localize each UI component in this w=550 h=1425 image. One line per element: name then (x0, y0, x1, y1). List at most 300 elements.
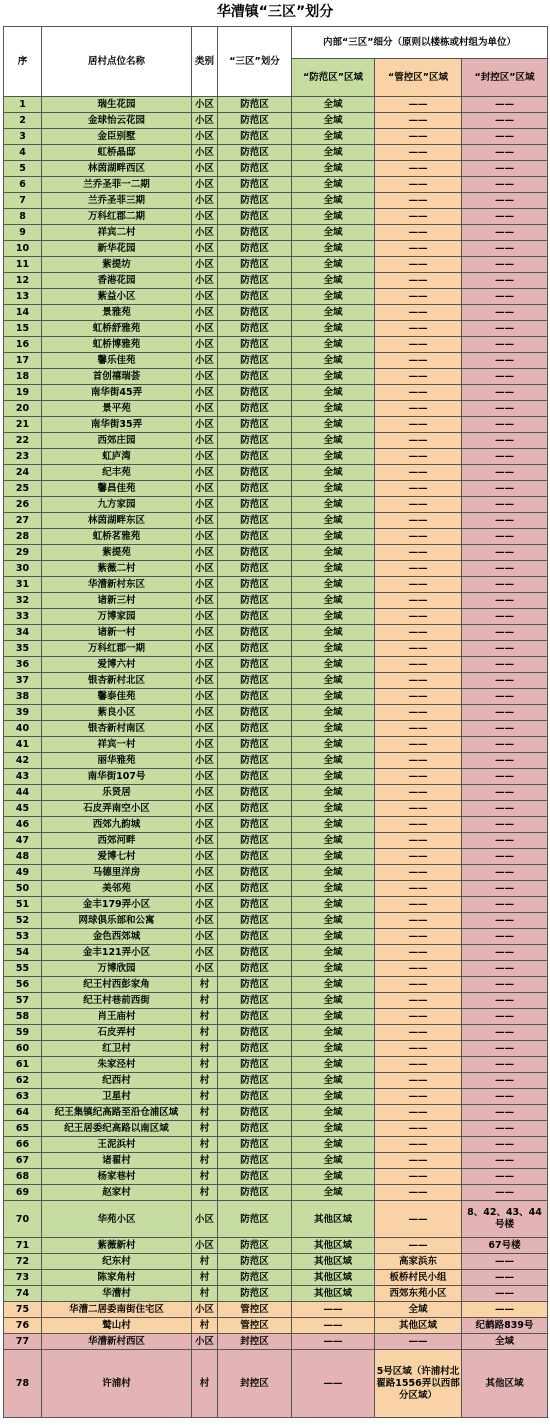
cell-control: —— (375, 577, 462, 593)
cell-zone: 防范区 (218, 1238, 292, 1254)
cell-type: 小区 (192, 129, 218, 145)
cell-seq: 40 (4, 721, 42, 737)
table-row (4, 849, 548, 865)
cell-control: —— (375, 401, 462, 417)
cell-control: —— (375, 817, 462, 833)
cell-name: 万博欣园 (42, 961, 192, 977)
cell-control: —— (375, 369, 462, 385)
cell-prevent: 全域 (292, 337, 375, 353)
cell-prevent: 全域 (292, 849, 375, 865)
cell-control: 全域 (375, 1302, 462, 1318)
cell-prevent: 全域 (292, 1105, 375, 1121)
cell-type: 小区 (192, 609, 218, 625)
cell-control: —— (375, 849, 462, 865)
cell-seal: —— (462, 913, 548, 929)
cell-control: —— (375, 289, 462, 305)
cell-name: 纪王集镇纪高路至沿仓浦区域 (42, 1105, 192, 1121)
table-row (4, 305, 548, 321)
cell-type: 村 (192, 1089, 218, 1105)
table-row (4, 1185, 548, 1201)
cell-name: 虹桥舒雅苑 (42, 321, 192, 337)
cell-type: 小区 (192, 737, 218, 753)
cell-name: 首创禧瑞荟 (42, 369, 192, 385)
cell-name: 纪王居委纪高路以南区域 (42, 1121, 192, 1137)
table-row (4, 177, 548, 193)
table-row (4, 289, 548, 305)
cell-name: 石皮弄村 (42, 1025, 192, 1041)
cell-seal: 纪鹤路839号 (462, 1318, 548, 1334)
table-row (4, 705, 548, 721)
cell-control: —— (375, 1334, 462, 1350)
cell-name: 景平苑 (42, 401, 192, 417)
cell-name: 九方家园 (42, 497, 192, 513)
cell-name: 纪西村 (42, 1073, 192, 1089)
cell-prevent: 全域 (292, 145, 375, 161)
cell-seal: —— (462, 545, 548, 561)
cell-type: 小区 (192, 305, 218, 321)
cell-name: 纪东村 (42, 1254, 192, 1270)
table-row (4, 913, 548, 929)
table-row (4, 433, 548, 449)
cell-control: —— (375, 257, 462, 273)
cell-name: 林茵湖畔东区 (42, 513, 192, 529)
cell-seal: —— (462, 769, 548, 785)
cell-seq: 8 (4, 209, 42, 225)
cell-name: 网球俱乐部和公寓 (42, 913, 192, 929)
cell-control: 西郊东苑小区 (375, 1286, 462, 1302)
cell-zone: 防范区 (218, 449, 292, 465)
cell-zone: 防范区 (218, 113, 292, 129)
cell-seal: —— (462, 113, 548, 129)
table-row (4, 1286, 548, 1302)
cell-seal: —— (462, 1009, 548, 1025)
cell-seal: —— (462, 289, 548, 305)
cell-control: —— (375, 1041, 462, 1057)
cell-zone: 防范区 (218, 401, 292, 417)
cell-control: —— (375, 225, 462, 241)
cell-seal: —— (462, 865, 548, 881)
cell-zone: 管控区 (218, 1318, 292, 1334)
cell-control: —— (375, 785, 462, 801)
cell-seq: 25 (4, 481, 42, 497)
cell-zone: 防范区 (218, 481, 292, 497)
cell-prevent: 全域 (292, 689, 375, 705)
cell-control: —— (375, 497, 462, 513)
cell-name: 石皮弄南空小区 (42, 801, 192, 817)
cell-seq: 45 (4, 801, 42, 817)
cell-seq: 17 (4, 353, 42, 369)
cell-seq: 62 (4, 1073, 42, 1089)
table-row (4, 1238, 548, 1254)
cell-seq: 2 (4, 113, 42, 129)
cell-type: 小区 (192, 97, 218, 113)
cell-type: 小区 (192, 209, 218, 225)
cell-seq: 52 (4, 913, 42, 929)
table-row (4, 337, 548, 353)
cell-zone: 防范区 (218, 209, 292, 225)
table-row (4, 1137, 548, 1153)
cell-seq: 7 (4, 193, 42, 209)
cell-seq: 51 (4, 897, 42, 913)
cell-type: 村 (192, 1286, 218, 1302)
cell-type: 村 (192, 1025, 218, 1041)
cell-name: 馨昌佳苑 (42, 481, 192, 497)
cell-control: —— (375, 897, 462, 913)
cell-name: 金丰121弄小区 (42, 945, 192, 961)
cell-prevent: 全域 (292, 801, 375, 817)
cell-prevent: 全域 (292, 481, 375, 497)
cell-type: 小区 (192, 929, 218, 945)
cell-prevent: 全域 (292, 97, 375, 113)
cell-type: 小区 (192, 897, 218, 913)
cell-type: 小区 (192, 945, 218, 961)
cell-control: 5号区域（许浦村北翟路1556弄以西部分区域） (375, 1350, 462, 1418)
cell-name: 马德里洋房 (42, 865, 192, 881)
cell-control: —— (375, 193, 462, 209)
cell-seq: 48 (4, 849, 42, 865)
cell-zone: 防范区 (218, 145, 292, 161)
table-row (4, 1073, 548, 1089)
table-row (4, 689, 548, 705)
cell-name: 紫益小区 (42, 289, 192, 305)
cell-seal: —— (462, 721, 548, 737)
cell-seq: 22 (4, 433, 42, 449)
cell-type: 村 (192, 1254, 218, 1270)
table-row (4, 1254, 548, 1270)
cell-prevent: 全域 (292, 561, 375, 577)
cell-name: 华漕新村东区 (42, 577, 192, 593)
cell-prevent: 全域 (292, 113, 375, 129)
cell-seq: 18 (4, 369, 42, 385)
cell-control: —— (375, 1057, 462, 1073)
cell-name: 红卫村 (42, 1041, 192, 1057)
cell-type: 小区 (192, 481, 218, 497)
cell-seal: —— (462, 449, 548, 465)
cell-prevent: 全域 (292, 417, 375, 433)
cell-name: 万科红郡一期 (42, 641, 192, 657)
cell-seal: —— (462, 705, 548, 721)
cell-control: —— (375, 1009, 462, 1025)
cell-prevent: 全域 (292, 593, 375, 609)
cell-name: 南华街107号 (42, 769, 192, 785)
cell-prevent: 全域 (292, 177, 375, 193)
cell-zone: 管控区 (218, 1302, 292, 1318)
table-body (4, 97, 548, 1418)
cell-type: 小区 (192, 273, 218, 289)
cell-type: 小区 (192, 625, 218, 641)
cell-control: —— (375, 449, 462, 465)
cell-control: 高家浜东 (375, 1254, 462, 1270)
cell-name: 紫薇二村 (42, 561, 192, 577)
cell-seal: —— (462, 337, 548, 353)
cell-zone: 防范区 (218, 993, 292, 1009)
table-row (4, 577, 548, 593)
table-row (4, 545, 548, 561)
cell-control: —— (375, 625, 462, 641)
cell-seal: —— (462, 353, 548, 369)
cell-name: 金丰179弄小区 (42, 897, 192, 913)
cell-seal: —— (462, 385, 548, 401)
cell-type: 小区 (192, 193, 218, 209)
table-row (4, 161, 548, 177)
cell-seq: 56 (4, 977, 42, 993)
cell-name: 纪王村巷前西街 (42, 993, 192, 1009)
cell-prevent: 全域 (292, 1009, 375, 1025)
table-row (4, 609, 548, 625)
cell-zone: 防范区 (218, 689, 292, 705)
cell-prevent: 全域 (292, 161, 375, 177)
cell-name: 紫提坊 (42, 257, 192, 273)
cell-name: 祥宾一村 (42, 737, 192, 753)
cell-name: 金色西郊城 (42, 929, 192, 945)
cell-name: 杨家巷村 (42, 1169, 192, 1185)
cell-control: —— (375, 545, 462, 561)
cell-control: —— (375, 241, 462, 257)
cell-seal: —— (462, 1089, 548, 1105)
cell-type: 小区 (192, 449, 218, 465)
cell-control: —— (375, 1073, 462, 1089)
cell-prevent: —— (292, 1302, 375, 1318)
cell-seal: —— (462, 961, 548, 977)
cell-zone: 防范区 (218, 561, 292, 577)
cell-name: 紫提苑 (42, 545, 192, 561)
cell-prevent: 全域 (292, 945, 375, 961)
cell-prevent: 全域 (292, 993, 375, 1009)
cell-zone: 防范区 (218, 1057, 292, 1073)
cell-type: 小区 (192, 289, 218, 305)
cell-name: 西郊庄园 (42, 433, 192, 449)
cell-seq: 12 (4, 273, 42, 289)
cell-seq: 42 (4, 753, 42, 769)
cell-seal: —— (462, 993, 548, 1009)
cell-zone: 防范区 (218, 817, 292, 833)
cell-seal: —— (462, 193, 548, 209)
cell-control: —— (375, 1153, 462, 1169)
cell-type: 小区 (192, 769, 218, 785)
table-row (4, 193, 548, 209)
cell-zone: 防范区 (218, 961, 292, 977)
cell-type: 村 (192, 1009, 218, 1025)
cell-seal: —— (462, 689, 548, 705)
cell-prevent: 全域 (292, 465, 375, 481)
cell-seq: 34 (4, 625, 42, 641)
cell-seq: 75 (4, 1302, 42, 1318)
cell-prevent: 全域 (292, 353, 375, 369)
cell-zone: 防范区 (218, 1185, 292, 1201)
cell-zone: 防范区 (218, 801, 292, 817)
cell-name: 紫良小区 (42, 705, 192, 721)
cell-zone: 防范区 (218, 1254, 292, 1270)
header-zone: “三区”划分 (218, 27, 292, 97)
cell-control: —— (375, 865, 462, 881)
cell-seq: 37 (4, 673, 42, 689)
cell-seq: 9 (4, 225, 42, 241)
table-row (4, 1153, 548, 1169)
cell-seq: 65 (4, 1121, 42, 1137)
cell-control: —— (375, 913, 462, 929)
cell-seq: 72 (4, 1254, 42, 1270)
cell-seal: —— (462, 801, 548, 817)
cell-prevent: 全域 (292, 673, 375, 689)
cell-type: 村 (192, 1270, 218, 1286)
cell-seal: —— (462, 737, 548, 753)
cell-seal: —— (462, 97, 548, 113)
cell-seal: —— (462, 753, 548, 769)
cell-seal: —— (462, 129, 548, 145)
table-row (4, 1041, 548, 1057)
cell-control: —— (375, 753, 462, 769)
cell-seq: 71 (4, 1238, 42, 1254)
table-row (4, 881, 548, 897)
cell-zone: 防范区 (218, 609, 292, 625)
cell-prevent: 其他区域 (292, 1286, 375, 1302)
table-row (4, 481, 548, 497)
cell-seq: 74 (4, 1286, 42, 1302)
cell-seq: 57 (4, 993, 42, 1009)
cell-seq: 69 (4, 1185, 42, 1201)
cell-prevent: —— (292, 1318, 375, 1334)
cell-name: 鹫山村 (42, 1318, 192, 1334)
cell-seal: —— (462, 1121, 548, 1137)
cell-prevent: 全域 (292, 449, 375, 465)
cell-control: —— (375, 721, 462, 737)
cell-control: —— (375, 1169, 462, 1185)
cell-zone: 防范区 (218, 1270, 292, 1286)
cell-type: 小区 (192, 833, 218, 849)
table-row (4, 1201, 548, 1238)
cell-control: —— (375, 209, 462, 225)
table-row (4, 673, 548, 689)
cell-zone: 防范区 (218, 849, 292, 865)
cell-seq: 43 (4, 769, 42, 785)
cell-type: 村 (192, 1121, 218, 1137)
cell-seal: —— (462, 1254, 548, 1270)
cell-control: —— (375, 641, 462, 657)
cell-prevent: 其他区域 (292, 1201, 375, 1238)
cell-control: —— (375, 129, 462, 145)
cell-zone: 防范区 (218, 1286, 292, 1302)
table-row (4, 465, 548, 481)
cell-seal: —— (462, 257, 548, 273)
cell-prevent: 全域 (292, 529, 375, 545)
cell-seal: —— (462, 1105, 548, 1121)
cell-zone: 防范区 (218, 129, 292, 145)
header-prevent: “防范区”区域 (292, 59, 375, 97)
cell-type: 小区 (192, 225, 218, 241)
cell-type: 小区 (192, 641, 218, 657)
table-row (4, 129, 548, 145)
cell-zone: 防范区 (218, 1169, 292, 1185)
cell-type: 小区 (192, 113, 218, 129)
table-row (4, 1334, 548, 1350)
cell-prevent: 全域 (292, 897, 375, 913)
cell-name: 兰乔圣菲三期 (42, 193, 192, 209)
cell-type: 小区 (192, 337, 218, 353)
cell-zone: 防范区 (218, 753, 292, 769)
cell-control: —— (375, 337, 462, 353)
cell-seal: —— (462, 881, 548, 897)
cell-control: —— (375, 593, 462, 609)
cell-seq: 59 (4, 1025, 42, 1041)
cell-name: 诸新一村 (42, 625, 192, 641)
cell-name: 乐贤居 (42, 785, 192, 801)
cell-prevent: 全域 (292, 1073, 375, 1089)
cell-type: 村 (192, 1105, 218, 1121)
cell-zone: 防范区 (218, 1201, 292, 1238)
cell-prevent: 全域 (292, 1025, 375, 1041)
cell-seal: —— (462, 1057, 548, 1073)
cell-seal: —— (462, 1169, 548, 1185)
cell-name: 诸翟村 (42, 1153, 192, 1169)
cell-seal: —— (462, 657, 548, 673)
cell-type: 小区 (192, 433, 218, 449)
table-row (4, 209, 548, 225)
cell-prevent: 全域 (292, 1169, 375, 1185)
cell-name: 南华街45弄 (42, 385, 192, 401)
cell-seq: 21 (4, 417, 42, 433)
cell-control: —— (375, 705, 462, 721)
cell-prevent: 全域 (292, 1041, 375, 1057)
cell-zone: 封控区 (218, 1350, 292, 1418)
cell-name: 兰乔圣菲一二期 (42, 177, 192, 193)
cell-seal: —— (462, 241, 548, 257)
cell-zone: 防范区 (218, 1009, 292, 1025)
cell-prevent: 全域 (292, 609, 375, 625)
cell-control: —— (375, 529, 462, 545)
cell-zone: 防范区 (218, 641, 292, 657)
cell-name: 爱博六村 (42, 657, 192, 673)
cell-seq: 6 (4, 177, 42, 193)
cell-type: 村 (192, 1041, 218, 1057)
cell-seq: 55 (4, 961, 42, 977)
cell-seq: 30 (4, 561, 42, 577)
cell-seq: 24 (4, 465, 42, 481)
cell-control: —— (375, 417, 462, 433)
cell-seq: 11 (4, 257, 42, 273)
cell-zone: 防范区 (218, 897, 292, 913)
cell-type: 小区 (192, 1334, 218, 1350)
cell-control: —— (375, 609, 462, 625)
cell-seal: —— (462, 1302, 548, 1318)
cell-seq: 19 (4, 385, 42, 401)
cell-name: 爱博七村 (42, 849, 192, 865)
cell-seal: —— (462, 145, 548, 161)
table-row (4, 945, 548, 961)
cell-name: 赵家村 (42, 1185, 192, 1201)
table-row (4, 737, 548, 753)
cell-prevent: 全域 (292, 1153, 375, 1169)
cell-seq: 33 (4, 609, 42, 625)
cell-name: 祥宾二村 (42, 225, 192, 241)
cell-type: 小区 (192, 465, 218, 481)
table-row (4, 513, 548, 529)
cell-zone: 防范区 (218, 497, 292, 513)
cell-seal: —— (462, 929, 548, 945)
cell-seal: —— (462, 417, 548, 433)
cell-prevent: 其他区域 (292, 1254, 375, 1270)
cell-seq: 70 (4, 1201, 42, 1238)
cell-zone: 防范区 (218, 1137, 292, 1153)
cell-name: 银杏新村南区 (42, 721, 192, 737)
cell-seq: 77 (4, 1334, 42, 1350)
cell-prevent: 全域 (292, 305, 375, 321)
cell-prevent: 全域 (292, 433, 375, 449)
cell-name: 许浦村 (42, 1350, 192, 1418)
cell-prevent: 全域 (292, 817, 375, 833)
cell-seq: 28 (4, 529, 42, 545)
cell-seal: —— (462, 305, 548, 321)
cell-seal: —— (462, 833, 548, 849)
